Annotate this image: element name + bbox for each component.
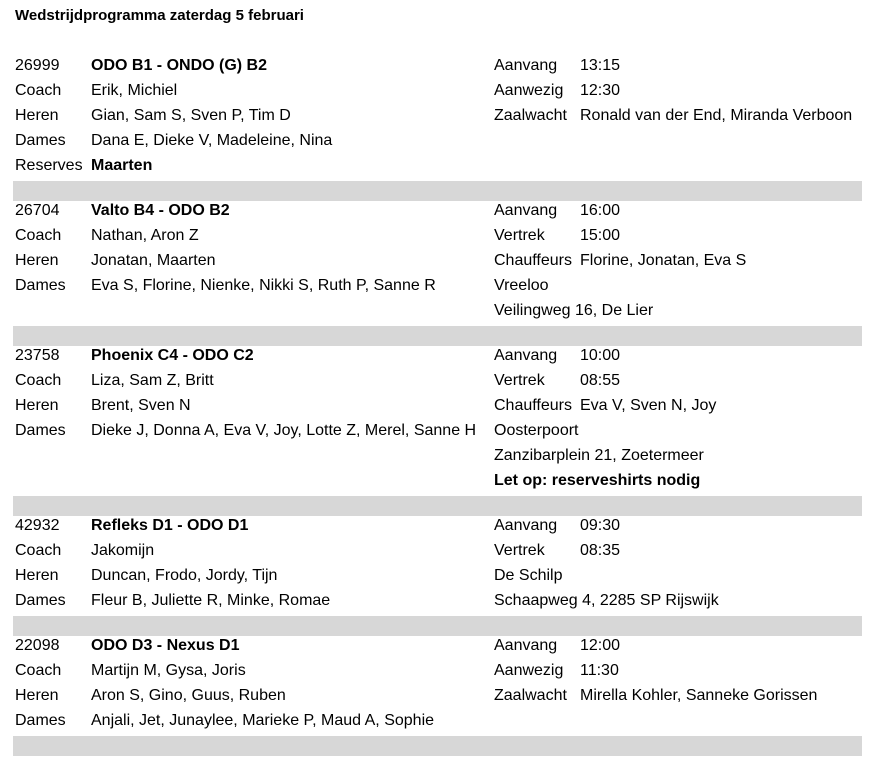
info-label: Zaalwacht bbox=[494, 107, 567, 124]
info-label: Aanvang bbox=[494, 202, 558, 219]
detail-value: Maarten bbox=[91, 157, 153, 174]
match-separator bbox=[13, 736, 862, 756]
info-label: Chauffeurs bbox=[494, 252, 572, 269]
detail-label: Coach bbox=[15, 542, 62, 559]
match-code: 42932 bbox=[15, 517, 60, 534]
location-text: Oosterpoort bbox=[494, 422, 579, 439]
info-value: 12:30 bbox=[580, 82, 621, 99]
detail-label: Dames bbox=[15, 712, 66, 729]
detail-label: Heren bbox=[15, 687, 59, 704]
detail-value: Gian, Sam S, Sven P, Tim D bbox=[91, 107, 291, 124]
detail-label: Heren bbox=[15, 397, 59, 414]
info-label: Vertrek bbox=[494, 542, 545, 559]
detail-value: Jonatan, Maarten bbox=[91, 252, 216, 269]
match-code: 26999 bbox=[15, 57, 60, 74]
info-label: Vertrek bbox=[494, 372, 545, 389]
info-value: 11:30 bbox=[580, 662, 619, 679]
location-text: Veilingweg 16, De Lier bbox=[494, 302, 654, 319]
info-value: 08:35 bbox=[580, 542, 621, 559]
detail-value: Brent, Sven N bbox=[91, 397, 191, 414]
match-separator bbox=[13, 326, 862, 346]
detail-label: Coach bbox=[15, 372, 62, 389]
match-separator bbox=[13, 616, 862, 636]
match-title: ODO B1 - ONDO (G) B2 bbox=[91, 57, 268, 74]
info-value: Ronald van der End, Miranda Verboon bbox=[580, 107, 853, 124]
location-text: Zanzibarplein 21, Zoetermeer bbox=[494, 447, 704, 464]
detail-label: Coach bbox=[15, 227, 62, 244]
detail-label: Dames bbox=[15, 422, 66, 439]
info-value: 10:00 bbox=[580, 347, 621, 364]
info-label: Aanvang bbox=[494, 517, 558, 534]
location-text: Vreeloo bbox=[494, 277, 549, 294]
detail-value: Dana E, Dieke V, Madeleine, Nina bbox=[91, 132, 333, 149]
match-separator bbox=[13, 181, 862, 201]
info-value: 13:15 bbox=[580, 57, 621, 74]
info-value: 16:00 bbox=[580, 202, 621, 219]
detail-value: Anjali, Jet, Junaylee, Marieke P, Maud A, Sophie bbox=[91, 712, 435, 729]
info-label: Aanvang bbox=[494, 57, 558, 74]
match-title: ODO D3 - Nexus D1 bbox=[91, 637, 240, 654]
detail-label: Dames bbox=[15, 132, 66, 149]
note-text: Let op: reserveshirts nodig bbox=[494, 472, 701, 489]
detail-value: Eva S, Florine, Nienke, Nikki S, Ruth P, Sanne R bbox=[91, 277, 436, 294]
info-value: Mirella Kohler, Sanneke Gorissen bbox=[580, 687, 818, 704]
detail-label: Coach bbox=[15, 662, 62, 679]
match-title: Valto B4 - ODO B2 bbox=[91, 202, 230, 219]
info-value: Florine, Jonatan, Eva S bbox=[580, 252, 747, 269]
info-value: 12:00 bbox=[580, 637, 621, 654]
info-label: Zaalwacht bbox=[494, 687, 567, 704]
detail-label: Dames bbox=[15, 592, 66, 609]
match-separator bbox=[13, 496, 862, 516]
match-code: 26704 bbox=[15, 202, 60, 219]
detail-value: Duncan, Frodo, Jordy, Tijn bbox=[91, 567, 278, 584]
info-value: Eva V, Sven N, Joy bbox=[580, 397, 717, 414]
page-title: Wedstrijdprogramma zaterdag 5 februari bbox=[15, 7, 304, 24]
detail-label: Coach bbox=[15, 82, 62, 99]
match-title: Refleks D1 - ODO D1 bbox=[91, 517, 249, 534]
detail-label: Heren bbox=[15, 252, 59, 269]
detail-value: Aron S, Gino, Guus, Ruben bbox=[91, 687, 286, 704]
match-code: 23758 bbox=[15, 347, 60, 364]
detail-label: Reserves bbox=[15, 157, 83, 174]
detail-value: Erik, Michiel bbox=[91, 82, 178, 99]
detail-value: Fleur B, Juliette R, Minke, Romae bbox=[91, 592, 331, 609]
location-text: Schaapweg 4, 2285 SP Rijswijk bbox=[494, 592, 719, 609]
detail-label: Dames bbox=[15, 277, 66, 294]
match-title: Phoenix C4 - ODO C2 bbox=[91, 347, 254, 364]
info-label: Chauffeurs bbox=[494, 397, 572, 414]
detail-label: Heren bbox=[15, 107, 59, 124]
info-label: Aanwezig bbox=[494, 82, 564, 99]
info-label: Aanwezig bbox=[494, 662, 564, 679]
detail-value: Jakomijn bbox=[91, 542, 155, 559]
detail-value: Dieke J, Donna A, Eva V, Joy, Lotte Z, Merel, Sanne H bbox=[91, 422, 477, 439]
detail-value: Nathan, Aron Z bbox=[91, 227, 199, 244]
location-text: De Schilp bbox=[494, 567, 563, 584]
info-value: 09:30 bbox=[580, 517, 621, 534]
detail-value: Martijn M, Gysa, Joris bbox=[91, 662, 246, 679]
info-label: Aanvang bbox=[494, 347, 558, 364]
info-value: 15:00 bbox=[580, 227, 621, 244]
info-value: 08:55 bbox=[580, 372, 621, 389]
info-label: Aanvang bbox=[494, 637, 558, 654]
info-label: Vertrek bbox=[494, 227, 545, 244]
match-code: 22098 bbox=[15, 637, 60, 654]
detail-value: Liza, Sam Z, Britt bbox=[91, 372, 214, 389]
detail-label: Heren bbox=[15, 567, 59, 584]
